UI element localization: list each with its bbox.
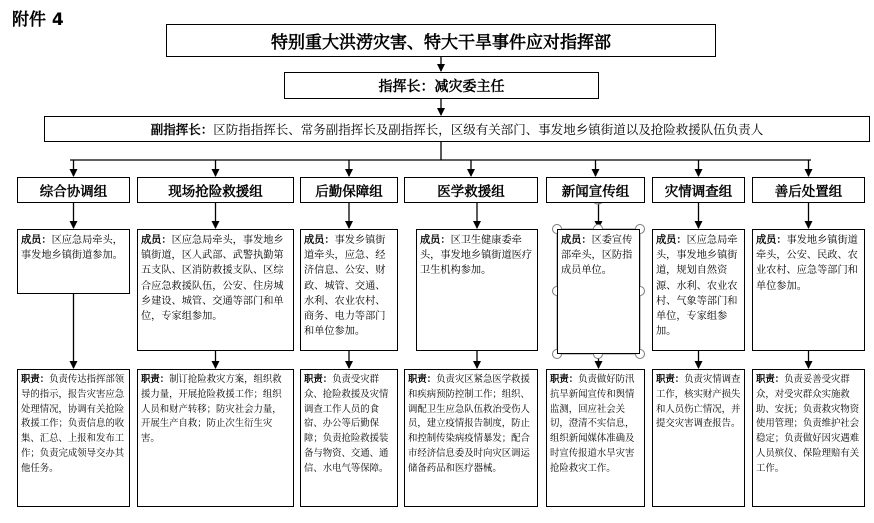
group-members-box bbox=[752, 229, 865, 351]
group-duties-box bbox=[17, 369, 130, 507]
duties-label: 职责： bbox=[550, 374, 579, 385]
deputy-label: 副指挥长： bbox=[150, 122, 214, 137]
commander-box: 指挥长：减灾委主任 bbox=[284, 72, 599, 99]
group-members-box bbox=[557, 229, 640, 354]
group-duties-box bbox=[137, 369, 294, 507]
members-label: 成员： bbox=[756, 235, 787, 246]
group-title: 现场抢险救援组 bbox=[137, 177, 294, 203]
group-members-box bbox=[300, 229, 398, 351]
group-members-box bbox=[137, 229, 294, 351]
group-title: 灾情调查组 bbox=[652, 177, 745, 203]
members-text: 区委宣传部牵头，区防指成员单位。 bbox=[561, 235, 633, 277]
members-text: 区应急局牵头，事发地乡镇街道，区人武部、武警执勤第五支队、区消防救援支队、区综合应急救援队伍，公安、住房城乡建设、城管、交通等部门和单位，专家组参加。 bbox=[141, 235, 284, 323]
members-label: 成员： bbox=[656, 235, 687, 246]
members-label: 成员： bbox=[561, 235, 592, 246]
headquarters-title: 特别重大洪涝灾害、特大干旱事件应对指挥部 bbox=[166, 24, 716, 57]
group-duties-box bbox=[404, 369, 538, 507]
members-label: 成员： bbox=[420, 235, 451, 246]
duties-label: 职责： bbox=[756, 374, 785, 385]
duties-text: 负责传达指挥部领导的指示，报告灾害应急处理情况，协调有关抢险救援工作；负责信息的收集、汇总、上报和发布工作；负责完成领导交办其他任务。 bbox=[21, 374, 125, 474]
group-title: 新闻宣传组 bbox=[546, 177, 645, 203]
duties-text: 负责做好防汛抗旱新闻宣传和舆情监测，回应社会关切，澄清不实信息，组织新闻媒体准确及时宣传报道水旱灾害抢险救灾工作。 bbox=[550, 374, 635, 474]
group-members-box bbox=[416, 229, 538, 351]
duties-text: 负责受灾群众、抢险救援及灾情调查工作人员的食宿、办公等后勤保障；负责抢险救援装备与物资、交通、通信、水电气等保障。 bbox=[304, 374, 389, 474]
group-duties-box bbox=[652, 369, 745, 507]
group-title: 综合协调组 bbox=[17, 177, 130, 203]
group-title: 医学救援组 bbox=[404, 177, 538, 203]
members-text: 区应急局牵头，事发地乡镇街道参加。 bbox=[21, 235, 123, 262]
duties-label: 职责： bbox=[408, 374, 437, 385]
duties-label: 职责： bbox=[21, 374, 50, 385]
group-members-box bbox=[652, 229, 745, 351]
group-duties-box bbox=[546, 369, 645, 507]
group-duties-box bbox=[752, 369, 865, 507]
duties-text: 负责灾区紧急医学救援和疾病预防控制工作；组织、调配卫生应急队伍救治受伤人员，建立疫情报告制度，防止和控制传染病疫情暴发；配合市经济信息委及时向灾区调运储备药品和医疗器械。 bbox=[408, 374, 530, 474]
duties-label: 职责： bbox=[141, 374, 170, 385]
duties-label: 职责： bbox=[656, 374, 685, 385]
members-text: 事发乡镇街道牵头，应急、经济信息、公安、财政、城管、交通、水利、农业农村、商务、电力等部门和单位参加。 bbox=[304, 235, 386, 338]
deputy-text: 区防指指挥长、常务副指挥长及副指挥长，区级有关部门、事发地乡镇街道以及抢险救援队伍负责人 bbox=[213, 122, 764, 137]
members-text: 区卫生健康委牵头，事发地乡镇街道医疗卫生机构参加。 bbox=[420, 235, 533, 277]
group-duties-box bbox=[300, 369, 398, 507]
group-title: 善后处置组 bbox=[752, 177, 865, 203]
members-text: 事发地乡镇街道牵头，公安、民政、农业农村、应急等部门和单位参加。 bbox=[756, 235, 858, 292]
deputy-commander-box bbox=[44, 116, 870, 142]
group-title: 后勤保障组 bbox=[300, 177, 398, 203]
duties-label: 职责： bbox=[304, 374, 333, 385]
duties-text: 负责灾情调查工作，核实财产损失和人员伤亡情况，并提交灾害调查报告。 bbox=[656, 374, 741, 430]
group-members-box bbox=[17, 229, 130, 294]
duties-text: 负责妥善受灾群众，对受灾群众实施救助、安抚；负责救灾物资使用管理；负责维护社会稳定；负责做好因灾遇难人员殡仪、保险理赔有关工作。 bbox=[756, 374, 860, 474]
members-label: 成员： bbox=[304, 235, 335, 246]
members-label: 成员： bbox=[141, 235, 172, 246]
members-text: 区应急局牵头，事发地乡镇街道，规划自然资源、水利、农业农村、气象等部门和单位，专家组参加。 bbox=[656, 235, 738, 338]
attachment-label: 附件 4 bbox=[12, 10, 64, 30]
duties-text: 制订抢险救灾方案，组织救援力量，开展抢险救援工作；组织人员和财产转移；防灾社会力量，开展生产自救；防止次生衍生灾害。 bbox=[141, 374, 282, 445]
members-label: 成员： bbox=[21, 235, 52, 246]
